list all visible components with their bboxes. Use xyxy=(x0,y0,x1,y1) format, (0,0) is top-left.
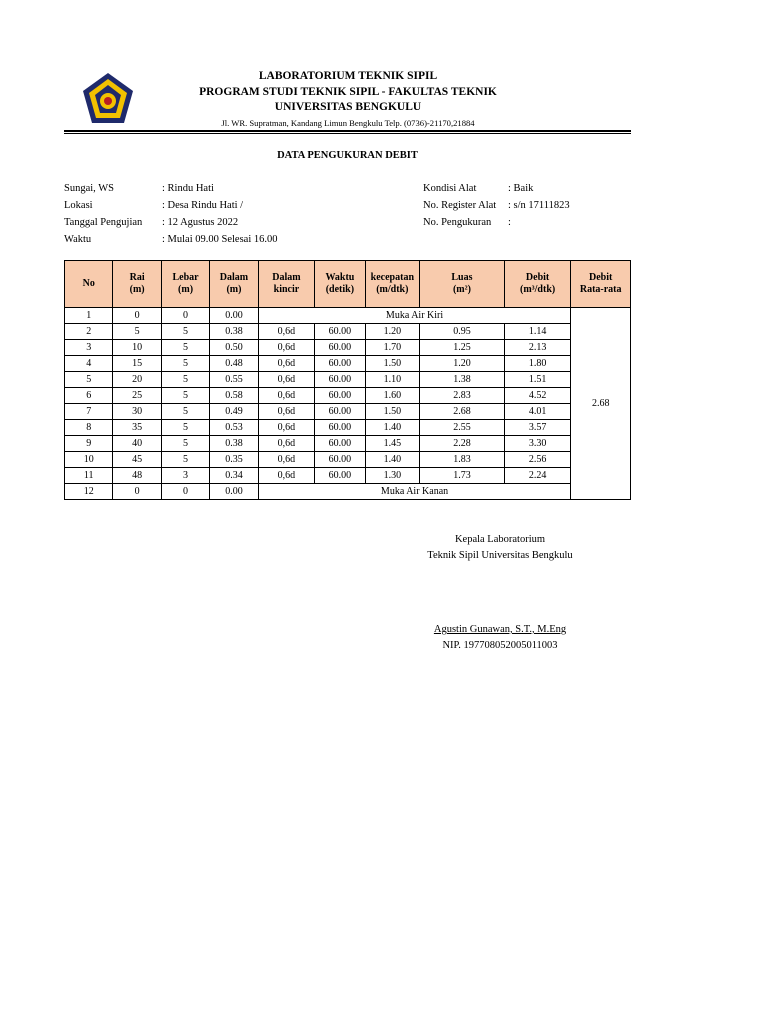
cell-lebar: 0 xyxy=(161,308,209,324)
cell-waktu: 60.00 xyxy=(315,372,365,388)
university-name: UNIVERSITAS BENGKULU xyxy=(274,101,422,113)
cell-dalam: 0.49 xyxy=(210,404,258,420)
table-row xyxy=(65,436,631,452)
cell-no: 5 xyxy=(65,372,113,388)
info-label: No. Register Alat xyxy=(423,200,497,211)
cell-dalam: 0.35 xyxy=(210,452,258,468)
cell-kincir: 0,6d xyxy=(258,356,314,372)
cell-waktu: 60.00 xyxy=(315,436,365,452)
info-label: Waktu xyxy=(64,234,92,245)
cell-kecepatan: 1.45 xyxy=(365,436,419,452)
info-label: Kondisi Alat xyxy=(423,183,477,194)
cell-waktu: 60.00 xyxy=(315,356,365,372)
cell-waktu: 60.00 xyxy=(315,388,365,404)
cell-luas: 2.68 xyxy=(420,404,505,420)
header-rule-thick xyxy=(64,130,631,132)
header-rai: Rai (m) xyxy=(113,261,161,308)
cell-no: 2 xyxy=(65,324,113,340)
cell-no: 3 xyxy=(65,340,113,356)
cell-rai: 10 xyxy=(113,340,161,356)
cell-rai: 30 xyxy=(113,404,161,420)
cell-dalam: 0.34 xyxy=(210,468,258,484)
cell-lebar: 5 xyxy=(161,436,209,452)
cell-waktu: 60.00 xyxy=(315,404,365,420)
cell-kincir: 0,6d xyxy=(258,388,314,404)
table-row xyxy=(65,388,631,404)
cell-luas: 2.28 xyxy=(420,436,505,452)
cell-no: 9 xyxy=(65,436,113,452)
cell-debit: 3.30 xyxy=(504,436,571,452)
cell-rai: 35 xyxy=(113,420,161,436)
cell-dalam: 0.50 xyxy=(210,340,258,356)
header-no: No xyxy=(65,261,113,308)
cell-lebar: 3 xyxy=(161,468,209,484)
cell-muka-air-kiri: Muka Air Kiri xyxy=(258,308,571,324)
table-row xyxy=(65,468,631,484)
header-luas: Luas (m²) xyxy=(420,261,505,308)
cell-no: 8 xyxy=(65,420,113,436)
cell-kincir: 0,6d xyxy=(258,452,314,468)
header-lebar: Lebar (m) xyxy=(161,261,209,308)
cell-lebar: 5 xyxy=(161,420,209,436)
info-value: : Rindu Hati xyxy=(162,183,214,194)
info-label: Sungai, WS xyxy=(64,183,114,194)
cell-rai: 40 xyxy=(113,436,161,452)
cell-rai: 15 xyxy=(113,356,161,372)
table-row xyxy=(65,420,631,436)
cell-debit: 1.51 xyxy=(504,372,571,388)
header-rule-thin xyxy=(64,133,631,134)
table-row xyxy=(65,372,631,388)
table-row xyxy=(65,308,631,324)
info-value: : xyxy=(508,217,511,228)
cell-waktu: 60.00 xyxy=(315,452,365,468)
cell-dalam: 0.38 xyxy=(210,324,258,340)
cell-no: 11 xyxy=(65,468,113,484)
cell-luas: 1.25 xyxy=(420,340,505,356)
cell-luas: 2.55 xyxy=(420,420,505,436)
cell-lebar: 5 xyxy=(161,388,209,404)
info-left-labels xyxy=(64,180,142,248)
signature-title: Kepala Laboratorium xyxy=(454,534,546,545)
cell-debit: 2.24 xyxy=(504,468,571,484)
info-label: Lokasi xyxy=(64,200,93,211)
cell-kecepatan: 1.40 xyxy=(365,420,419,436)
header-dalam-kincir: Dalam kincir xyxy=(258,261,314,308)
cell-no: 4 xyxy=(65,356,113,372)
cell-dalam: 0.38 xyxy=(210,436,258,452)
header-dalam: Dalam (m) xyxy=(210,261,258,308)
cell-no: 10 xyxy=(65,452,113,468)
info-value: : 12 Agustus 2022 xyxy=(162,217,239,228)
info-value: : Desa Rindu Hati / xyxy=(162,200,244,211)
cell-luas: 2.83 xyxy=(420,388,505,404)
discharge-table xyxy=(64,260,631,500)
cell-rai: 25 xyxy=(113,388,161,404)
header-debit: Debit (m³/dtk) xyxy=(504,261,571,308)
table-row xyxy=(65,324,631,340)
cell-lebar: 5 xyxy=(161,372,209,388)
cell-rai: 48 xyxy=(113,468,161,484)
cell-debit: 4.01 xyxy=(504,404,571,420)
cell-kecepatan: 1.50 xyxy=(365,404,419,420)
header-kecepatan: kecepatan (m/dtk) xyxy=(365,261,419,308)
cell-kecepatan: 1.50 xyxy=(365,356,419,372)
info-value: : Baik xyxy=(508,183,534,194)
info-right-labels xyxy=(423,180,496,231)
table-header-row xyxy=(65,261,631,308)
cell-waktu: 60.00 xyxy=(315,420,365,436)
cell-kincir: 0,6d xyxy=(258,372,314,388)
info-label: Tanggal Pengujian xyxy=(64,217,143,228)
university-logo-icon xyxy=(80,71,136,127)
cell-debit-rata-rata: 2.68 xyxy=(571,308,631,500)
cell-kecepatan: 1.20 xyxy=(365,324,419,340)
cell-rai: 20 xyxy=(113,372,161,388)
cell-muka-air-kanan: Muka Air Kanan xyxy=(258,484,571,500)
program-name: PROGRAM STUDI TEKNIK SIPIL - FAKULTAS TEKNIK xyxy=(199,86,497,98)
cell-kincir: 0,6d xyxy=(258,340,314,356)
table-row xyxy=(65,340,631,356)
cell-dalam: 0.00 xyxy=(210,308,258,324)
cell-luas: 1.20 xyxy=(420,356,505,372)
cell-debit: 2.13 xyxy=(504,340,571,356)
cell-no: 6 xyxy=(65,388,113,404)
signature-name: Agustin Gunawan, S.T., M.Eng xyxy=(433,624,567,635)
cell-rai: 0 xyxy=(113,484,161,500)
table-row xyxy=(65,356,631,372)
cell-waktu: 60.00 xyxy=(315,468,365,484)
cell-no: 12 xyxy=(65,484,113,500)
cell-dalam: 0.55 xyxy=(210,372,258,388)
table-row xyxy=(65,452,631,468)
header-debit-rata-rata: Debit Rata-rata xyxy=(571,261,631,308)
info-value: : Mulai 09.00 Selesai 16.00 xyxy=(162,234,278,245)
cell-rai: 5 xyxy=(113,324,161,340)
cell-debit: 3.57 xyxy=(504,420,571,436)
cell-debit: 1.14 xyxy=(504,324,571,340)
cell-kecepatan: 1.30 xyxy=(365,468,419,484)
signature-nip: NIP. 197708052005011003 xyxy=(442,640,558,651)
cell-kecepatan: 1.40 xyxy=(365,452,419,468)
info-label: No. Pengukuran xyxy=(423,217,492,228)
cell-waktu: 60.00 xyxy=(315,324,365,340)
info-value: : s/n 17111823 xyxy=(508,200,570,211)
cell-kecepatan: 1.70 xyxy=(365,340,419,356)
cell-rai: 45 xyxy=(113,452,161,468)
signature-institution: Teknik Sipil Universitas Bengkulu xyxy=(427,550,573,561)
document-title: DATA PENGUKURAN DEBIT xyxy=(277,150,418,161)
cell-dalam: 0.53 xyxy=(210,420,258,436)
info-left-values xyxy=(162,180,278,248)
cell-kincir: 0,6d xyxy=(258,324,314,340)
cell-kincir: 0,6d xyxy=(258,436,314,452)
cell-kecepatan: 1.10 xyxy=(365,372,419,388)
cell-luas: 1.73 xyxy=(420,468,505,484)
cell-lebar: 0 xyxy=(161,484,209,500)
info-right-values xyxy=(508,180,570,231)
header-waktu: Waktu (detik) xyxy=(315,261,365,308)
cell-kecepatan: 1.60 xyxy=(365,388,419,404)
cell-lebar: 5 xyxy=(161,324,209,340)
cell-debit: 1.80 xyxy=(504,356,571,372)
cell-kincir: 0,6d xyxy=(258,420,314,436)
cell-dalam: 0.48 xyxy=(210,356,258,372)
address: Jl. WR. Supratman, Kandang Limun Bengkulu Telp. (0736)-21170,21884 xyxy=(221,118,475,128)
cell-luas: 0.95 xyxy=(420,324,505,340)
table-row xyxy=(65,404,631,420)
cell-rai: 0 xyxy=(113,308,161,324)
cell-debit: 4.52 xyxy=(504,388,571,404)
table-row xyxy=(65,484,631,500)
cell-kincir: 0,6d xyxy=(258,468,314,484)
cell-lebar: 5 xyxy=(161,452,209,468)
cell-waktu: 60.00 xyxy=(315,340,365,356)
cell-no: 7 xyxy=(65,404,113,420)
cell-debit: 2.56 xyxy=(504,452,571,468)
cell-lebar: 5 xyxy=(161,404,209,420)
cell-lebar: 5 xyxy=(161,356,209,372)
lab-name: LABORATORIUM TEKNIK SIPIL xyxy=(258,70,438,82)
cell-dalam: 0.58 xyxy=(210,388,258,404)
cell-luas: 1.38 xyxy=(420,372,505,388)
cell-lebar: 5 xyxy=(161,340,209,356)
cell-dalam: 0.00 xyxy=(210,484,258,500)
cell-no: 1 xyxy=(65,308,113,324)
cell-kincir: 0,6d xyxy=(258,404,314,420)
cell-luas: 1.83 xyxy=(420,452,505,468)
